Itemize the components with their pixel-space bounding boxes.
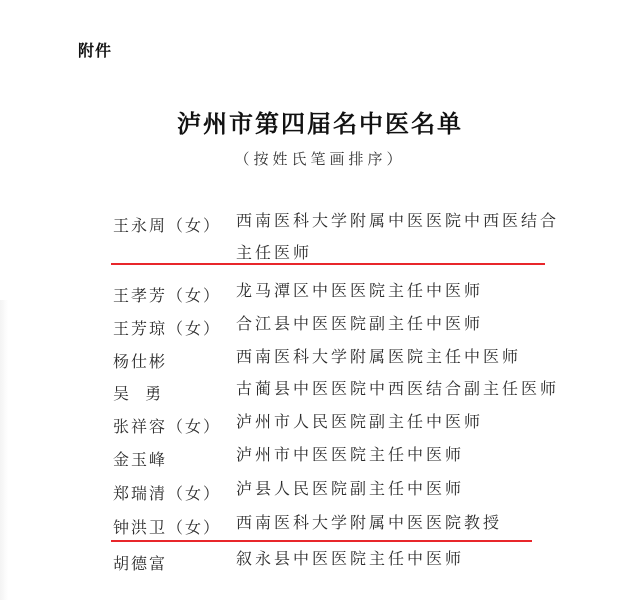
- entry-name: 王永周（女）: [113, 216, 222, 235]
- entry-title: 合江县中医医院副主任中医师: [236, 314, 484, 333]
- entry-name: 钟洪卫（女）: [113, 518, 222, 537]
- entry-name: 张祥容（女）: [113, 417, 222, 436]
- entry-name: 郑瑞清（女）: [113, 484, 222, 503]
- entry-name: 杨仕彬: [113, 352, 168, 371]
- attachment-label: 附件: [78, 41, 113, 60]
- entry-title: 古蔺县中医医院中西医结合副主任医师: [236, 379, 560, 398]
- entry-title: 泸州市中医医院主任中医师: [236, 445, 465, 464]
- entry-title: 泸州市人民医院副主任中医师: [236, 412, 484, 431]
- page-title: 泸州市第四届名中医名单: [177, 109, 463, 138]
- highlight-underline: [111, 263, 545, 265]
- entry-title: 叙永县中医医院主任中医师: [236, 549, 465, 568]
- entry-name: 王孝芳（女）: [113, 286, 222, 305]
- page-subtitle: （按姓氏笔画排序）: [234, 150, 406, 168]
- entry-title: 西南医科大学附属中医医院中西医结合主任医师: [236, 211, 560, 262]
- entry-title: 西南医科大学附属中医医院教授: [236, 513, 503, 532]
- entry-title: 泸县人民医院副主任中医师: [236, 479, 465, 498]
- entry-name: 吴 勇: [113, 384, 164, 403]
- entry-name: 金玉峰: [113, 450, 168, 469]
- entry-title: 龙马潭区中医医院主任中医师: [236, 281, 484, 300]
- entry-name: 王芳琼（女）: [113, 319, 222, 338]
- highlight-underline: [111, 540, 532, 542]
- entry-name: 胡德富: [113, 554, 168, 573]
- entry-title: 西南医科大学附属医院主任中医师: [236, 347, 522, 366]
